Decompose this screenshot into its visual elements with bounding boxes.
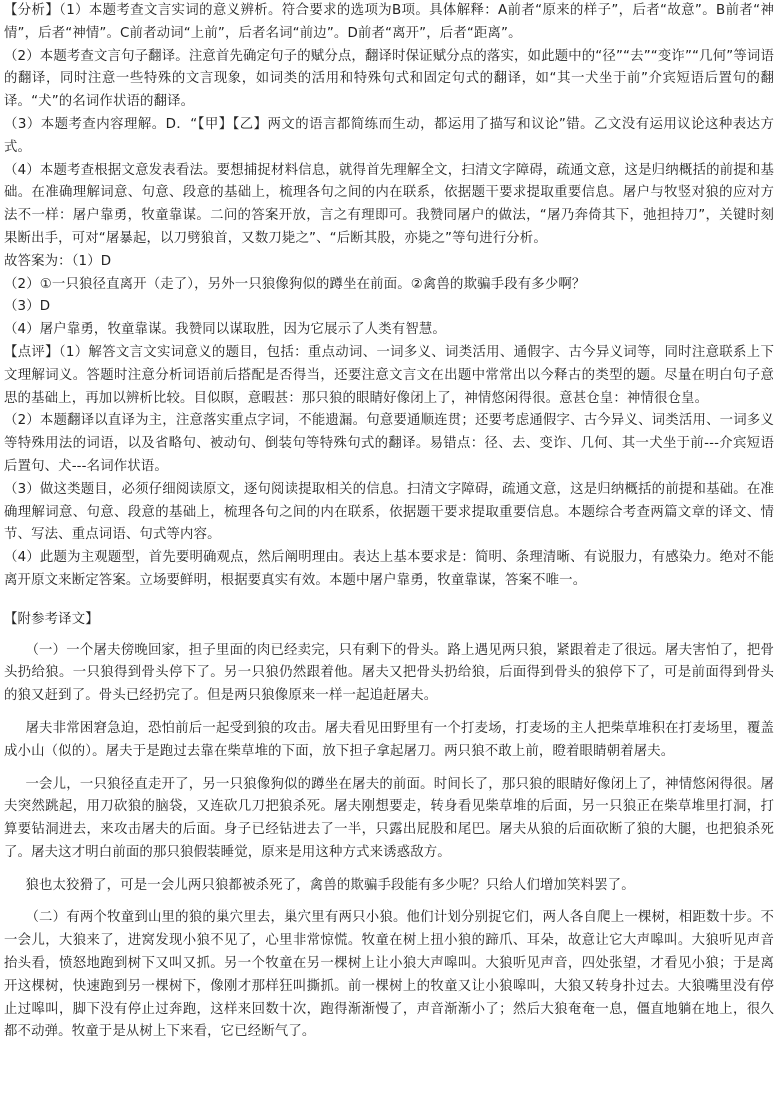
answer-line: （3）D [4,299,51,315]
translation-paragraph: 屠夫非常困窘急迫，恐怕前后一起受到狼的攻击。屠夫看见田野里有一个打麦场，打麦场的主人把柴草堆积在打麦场里，覆盖成小山（似的）。屠夫于是跑过去靠在柴草堆的下面，放下担子拿起屠刀。两只狼不敢上前，瞪着眼睛朝着屠夫。 [4,720,774,759]
translation-paragraph: 一会儿，一只狼径直走开了，另一只狼像狗似的蹲坐在屠夫的前面。时间长了，那只狼的眼睛好像闭上了，神情悠闲得很。屠夫突然跳起，用刀砍狼的脑袋，又连砍几刀把狼杀死。屠夫刚想要走，转身看见柴草堆的后面，另一只狼正在柴草堆里打洞，打算要钻洞进去，来攻击屠夫的后面。身子已经钻进去了一半，只露出屁股和尾巴。屠夫从狼的后面砍断了狼的大腿，也把狼杀死了。屠夫这才明白前面的那只狼假装睡觉，原来是用这种方式来诱惑敌方。 [4,776,774,860]
comment-line: 【点评】（1）解答文言文实词意义的题目，包括：重点动词、一词多义、词类活用、通假字、古今异义词等，同时注意联系上下文理解词义。答题时注意分析词语前后搭配是否得当，还要注意文言文在出题中常常出以今释古的类型的题。尽量在明白句子意思的基础上，再加以辨析比较。目似瞑，意暇甚：那只狼的眼睛好像闭上了，神情悠闲得很。意甚仓皇：神情很仓皇。 [4,344,774,406]
analysis-line: （4）本题考查根据文意发表看法。要想捕捉材料信息，就得首先理解全文，扫清文字障碍，疏通文意，这是归纳概括的前提和基础。在准确理解词意、句意、段意的基础上，梳理各句之间的内在联系，依据题干要求提取重要信息。屠户与牧竖对狼的应对方法不一样：屠户靠勇，牧童靠谋。二问的答案开放，言之有理即可。我赞同屠户的做法，“屠乃奔倚其下，弛担持刀”，关键时刻果断出手，可对“屠暴起，以刀劈狼首，又数刀毙之”、“后断其股，亦毙之”等句进行分析。 [4,162,774,246]
answer-line: （2）①一只狼径直离开（走了），另外一只狼像狗似的蹲坐在前面。②禽兽的欺骗手段有多少啊？ [4,276,586,292]
comment-section [4,342,774,593]
comment-line: （3）做这类题目，必须仔细阅读原文，逐句阅读提取相关的信息。扫清文字障碍，疏通文意，这是归纳概括的前提和基础。在准确理解词意、句意、段意的基础上，梳理各句之间的内在联系，依据题干要求提取重要信息。本题综合考查两篇文章的译文、情节、写法、重点词语、句式等内容。 [4,481,774,543]
translation-paragraph: 狼也太狡猾了，可是一会儿两只狼都被杀死了，禽兽的欺骗手段能有多少呢？只给人们增加笑料罢了。 [25,877,635,893]
answer-line: 故答案为：（1）D [4,253,112,269]
answer-section [4,251,774,342]
reference-translation-section [4,609,774,1045]
comment-line: （4）此题为主观题型，首先要明确观点，然后阐明理由。表达上基本要求是：简明、条理清晰、有说服力，有感染力。绝对不能离开原文来断定答案。立场要鲜明，根据要真实有效。本题中屠户靠勇，牧童靠谋，答案不唯一。 [4,550,774,588]
reference-heading: 【附参考译文】 [4,611,99,627]
solution-document [4,0,774,1044]
answer-line: （4）屠户靠勇，牧童靠谋。我赞同以谋取胜，因为它展示了人类有智慧。 [4,322,446,338]
translation-paragraph: （二）有两个牧童到山里的狼的巢穴里去，巢穴里有两只小狼。他们计划分别捉它们，两人各自爬上一棵树，相距数十步。不一会儿，大狼来了，进窝发现小狼不见了，心里非常惊慌。牧童在树上扭小狼的蹄爪、耳朵，故意让它大声嗥叫。大狼听见声音抬头看，愤怒地跑到树下又叫又抓。另一个牧童在另一棵树上让小狼大声嗥叫。大狼听见声音，四处张望，才看见小狼；于是离开这棵树，快速跑到另一棵树下，像刚才那样狂叫撕抓。前一棵树上的牧童又让小狼嗥叫，大狼又转身扑过去。大狼嘴里没有停止过嗥叫，脚下没有停止过奔跑，这样来回数十次，跑得渐渐慢了，声音渐渐小了；然后大狼奄奄一息，僵直地躺在地上，很久都不动弹。牧童于是从树上下来看，它已经断气了。 [4,910,774,1040]
analysis-section [4,0,774,251]
analysis-line: 【分析】（1）本题考查文言实词的意义辨析。符合要求的选项为B项。具体解释：A前者“原来的样子”，后者“故意”。B前者“神情”，后者“神情”。C前者动词“上前”，后者名词“前边”。D前者“离开”，后者“距离”。 [4,3,774,41]
comment-line: （2）本题翻译以直译为主，注意落实重点字词，不能遗漏。句意要通顺连贯；还要考虑通假字、古今异义、词类活用、一词多义等特殊用法的词语，以及省略句、被动句、倒装句等特殊句式的翻译。易错点：径、去、变诈、几何、其一犬坐于前---介宾短语后置句、犬---名词作状语。 [4,413,774,474]
translation-paragraph: （一）一个屠夫傍晚回家，担子里面的肉已经卖完，只有剩下的骨头。路上遇见两只狼，紧跟着走了很远。屠夫害怕了，把骨头扔给狼。一只狼得到骨头停下了。另一只狼仍然跟着他。屠夫又把骨头扔给狼，后面得到骨头的狼停下了，可是前面得到骨头的狼又赶到了。骨头已经扔完了。但是两只狼像原来一样一起追赶屠夫。 [4,642,774,704]
analysis-line: （3）本题考查内容理解。D．“【甲】【乙】两文的语言都简练而生动，都运用了描写和议论”错。乙文没有运用议论这种表达方式。 [4,116,774,155]
analysis-line: （2）本题考查文言句子翻译。注意首先确定句子的赋分点，翻译时保证赋分点的落实，如此题中的“径”“去”“变诈”“几何”等词语的翻译，同时注意一些特殊的文言现象，如词类的活用和特殊句式和固定句式的翻译，如“其一犬坐于前”介宾短语后置句的翻译。“犬”的名词作状语的翻译。 [4,48,774,110]
section-divider [4,593,774,605]
